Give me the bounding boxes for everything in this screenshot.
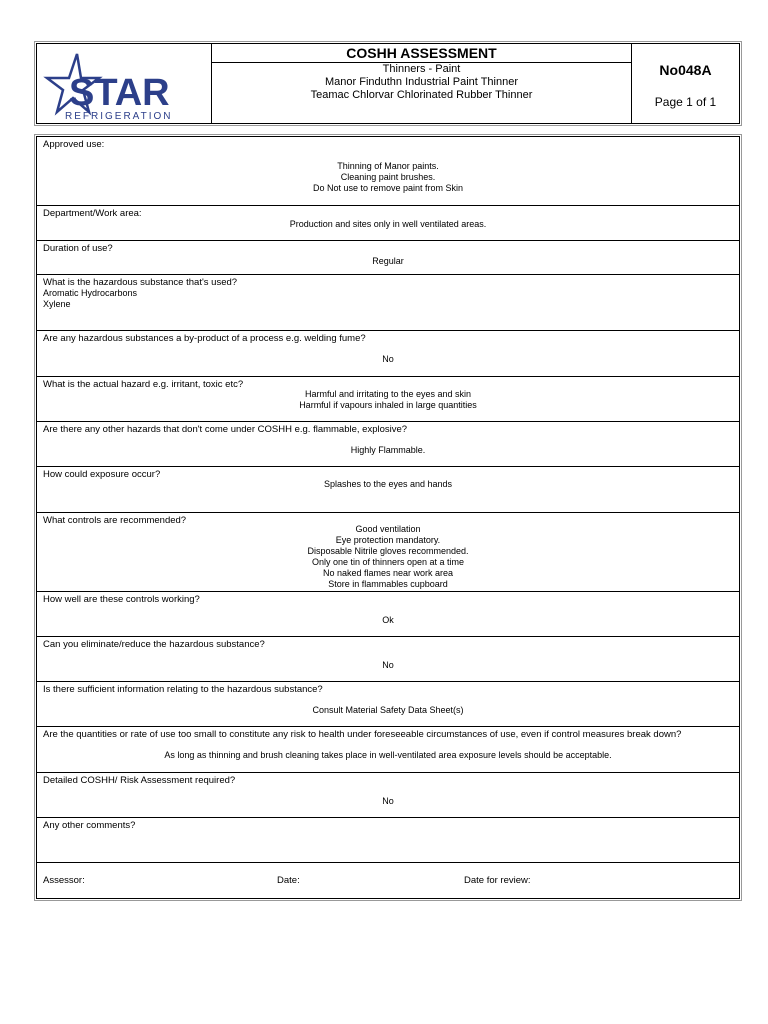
answer-line: Ok — [382, 615, 394, 625]
ref-cell — [632, 44, 739, 123]
logo-sub: REFRIGERATION — [65, 111, 173, 122]
form-row — [37, 422, 739, 467]
question: Detailed COSHH/ Risk Assessment required? — [43, 775, 236, 786]
header-table — [36, 43, 740, 124]
assessor-label: Assessor: — [43, 875, 85, 886]
answer-line: Good ventilation — [355, 524, 421, 534]
assessment-form — [36, 136, 740, 899]
answer-line: Regular — [372, 256, 404, 266]
form-row — [37, 275, 739, 331]
answer-line: Aromatic Hydrocarbons — [43, 288, 138, 298]
question: Duration of use? — [43, 243, 113, 254]
subtitle-line: Thinners - Paint — [382, 63, 461, 75]
answer-line: Xylene — [43, 299, 71, 309]
answer-line: Harmful and irritating to the eyes and skin — [304, 389, 472, 399]
doc-number: No048A — [659, 62, 712, 78]
answer-line: Highly Flammable. — [350, 445, 426, 455]
form-row — [37, 137, 739, 206]
answer-line: No — [382, 796, 394, 806]
date-label: Date: — [277, 875, 300, 886]
form-row — [37, 467, 739, 513]
answer-line: Splashes to the eyes and hands — [323, 479, 453, 489]
answer-line: Disposable Nitrile gloves recommended. — [307, 546, 469, 556]
form-row — [37, 206, 739, 241]
question: What controls are recommended? — [43, 515, 187, 526]
answer-line: Consult Material Safety Data Sheet(s) — [312, 705, 464, 715]
answer-line: Only one tin of thinners open at a time — [311, 557, 465, 567]
question: Are the quantities or rate of use too small to constitute any risk to health under foreseeable circumstances of use, even if control measures break down? — [43, 729, 682, 740]
logo-word: STAR — [69, 72, 170, 114]
form-row — [37, 818, 739, 863]
footer-row — [37, 863, 739, 898]
question: Approved use: — [43, 139, 105, 150]
form-row — [37, 513, 739, 592]
form-row — [37, 241, 739, 275]
answer-line: Do Not use to remove paint from Skin — [312, 183, 464, 193]
form-row — [37, 637, 739, 682]
subtitle-line: Manor Finduthn Industrial Paint Thinner — [324, 76, 518, 88]
form-row — [37, 331, 739, 377]
answer-line: Store in flammables cupboard — [328, 579, 448, 589]
answer-line: As long as thinning and brush cleaning takes place in well-ventilated area exposure levels should be acceptable. — [164, 750, 612, 760]
form-row — [37, 377, 739, 422]
review-date-label: Date for review: — [464, 875, 531, 886]
form-row — [37, 682, 739, 727]
question: How could exposure occur? — [43, 469, 161, 480]
question: Can you eliminate/reduce the hazardous substance? — [43, 639, 265, 650]
page-title: COSHH ASSESSMENT — [212, 44, 631, 63]
answer-line: Eye protection mandatory. — [335, 535, 441, 545]
form-row — [37, 592, 739, 637]
question: Is there sufficient information relating to the hazardous substance? — [43, 684, 323, 695]
answer-line: No — [382, 354, 394, 364]
question: Any other comments? — [43, 820, 136, 831]
page-indicator: Page 1 of 1 — [654, 95, 717, 109]
logo — [37, 44, 212, 123]
question: Are there any other hazards that don't come under COSHH e.g. flammable, explosive? — [43, 424, 408, 435]
title-cell — [212, 44, 632, 123]
answer-line: Production and sites only in well ventilated areas. — [289, 219, 487, 229]
subtitle-line: Teamac Chlorvar Chlorinated Rubber Thinner — [310, 89, 533, 101]
question: Department/Work area: — [43, 208, 142, 219]
answer-line: No naked flames near work area — [322, 568, 454, 578]
question: What is the hazardous substance that's used? — [43, 277, 238, 288]
question: Are any hazardous substances a by-product of a process e.g. welding fume? — [43, 333, 366, 344]
question: What is the actual hazard e.g. irritant, toxic etc? — [43, 379, 244, 390]
question: How well are these controls working? — [43, 594, 200, 605]
form-row — [37, 773, 739, 818]
form-row — [37, 727, 739, 773]
answer-line: No — [382, 660, 394, 670]
answer-line: Harmful if vapours inhaled in large quantities — [299, 400, 477, 410]
answer-line: Cleaning paint brushes. — [340, 172, 436, 182]
answer-line: Thinning of Manor paints. — [337, 161, 439, 171]
